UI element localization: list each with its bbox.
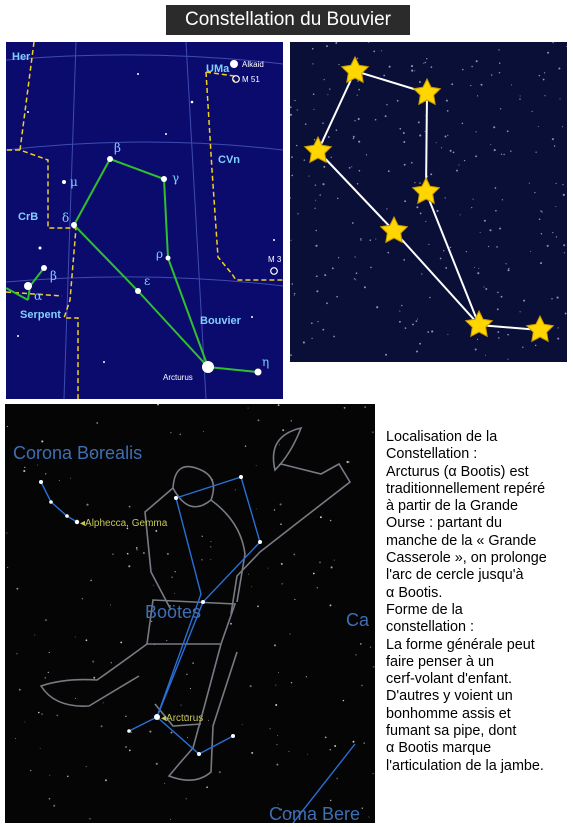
description-line: cerf-volant d'enfant. — [386, 671, 512, 688]
description-line: α Bootis marque — [386, 740, 492, 757]
art-label-bootes: Boötes — [145, 602, 202, 622]
greek-eta: η — [262, 355, 270, 369]
label-cvn: CVn — [218, 154, 240, 166]
star-beta-boo — [107, 156, 113, 162]
star-arcturus — [202, 361, 214, 373]
description-line: Constellation : — [386, 446, 478, 463]
description-line: l'articulation de la jambe. — [386, 757, 544, 774]
label-arcturus: Arcturus — [163, 373, 193, 382]
description-line: D'autres y voient un — [386, 688, 513, 705]
label-uma: UMa — [206, 63, 230, 75]
description-line: Casserole », on prolonge — [386, 550, 547, 567]
star-map-panel — [6, 42, 283, 399]
description-line: fumant sa pipe, dont — [386, 723, 517, 740]
map-stars — [24, 60, 262, 376]
star-icon — [305, 137, 332, 162]
star-beta-crb — [41, 265, 47, 271]
star-eta-boo — [255, 369, 262, 376]
star-icon — [413, 178, 440, 203]
greek-gamma: γ — [172, 171, 180, 185]
label-crb: CrB — [18, 211, 39, 223]
greek-alpha-crb: α — [34, 289, 43, 303]
cartoon-stars-svg — [290, 42, 567, 362]
description-line: traditionnellement repéré — [386, 480, 546, 497]
bootes-art-panel — [5, 404, 375, 823]
description-line: manche de la « Grande — [386, 532, 537, 549]
star-mu-boo — [62, 180, 66, 184]
star-icon — [414, 79, 441, 104]
star-alkaid — [230, 60, 238, 68]
star-delta-boo — [71, 222, 77, 228]
greek-beta-crb: β — [50, 269, 57, 283]
greek-epsilon: ε — [144, 274, 151, 288]
star-icon — [527, 316, 554, 341]
art-label-ca: Ca — [346, 610, 370, 630]
description-line: Ourse : partant du — [386, 515, 502, 532]
cartoon-stars-panel — [290, 42, 567, 362]
star-gamma-boo — [161, 176, 167, 182]
description-line: l'arc de cercle jusqu'à — [386, 567, 524, 584]
art-label-alphecca: ◂Alphecca, Gemma — [80, 518, 168, 529]
description-line: constellation : — [386, 619, 474, 636]
label-m3: M 3 — [268, 255, 282, 264]
m3-icon — [271, 268, 278, 275]
greek-rho: ρ — [156, 247, 164, 261]
art-label-corona-borealis: Corona Borealis — [13, 443, 143, 463]
star-epsilon-boo — [135, 288, 141, 294]
star-rho-boo — [166, 256, 171, 261]
description-line: Localisation de la — [386, 429, 498, 445]
map-borders — [6, 42, 283, 399]
description-line: bonhomme assis et — [386, 705, 511, 722]
star-alpha-crb — [24, 282, 32, 290]
description-text — [386, 429, 568, 775]
greek-delta: δ — [62, 211, 70, 225]
star-map-svg — [6, 42, 283, 399]
m51-icon — [233, 76, 240, 83]
description-line: à partir de la Grande — [386, 498, 518, 515]
greek-mu: μ — [70, 175, 78, 189]
description-line: Arcturus (α Bootis) est — [386, 463, 529, 480]
star-icon — [342, 57, 369, 82]
description-line: faire penser à un — [386, 653, 495, 670]
label-alkaid: Alkaid — [242, 60, 264, 69]
label-serpent: Serpent — [20, 309, 61, 321]
label-m51: M 51 — [242, 75, 260, 84]
art-label-coma: Coma Bere — [269, 804, 361, 823]
description-line: Forme de la — [386, 601, 463, 618]
map-grid — [6, 42, 283, 399]
label-her: Her — [12, 51, 31, 63]
page-title: Constellation du Bouvier — [166, 5, 410, 35]
label-bouvier: Bouvier — [200, 315, 241, 327]
description-line: La forme générale peut — [386, 636, 535, 653]
bootes-art-svg — [5, 404, 375, 823]
description-line: α Bootis. — [386, 584, 443, 601]
greek-beta: β — [114, 141, 121, 155]
art-label-arcturus: ◂Arcturus — [161, 713, 204, 724]
